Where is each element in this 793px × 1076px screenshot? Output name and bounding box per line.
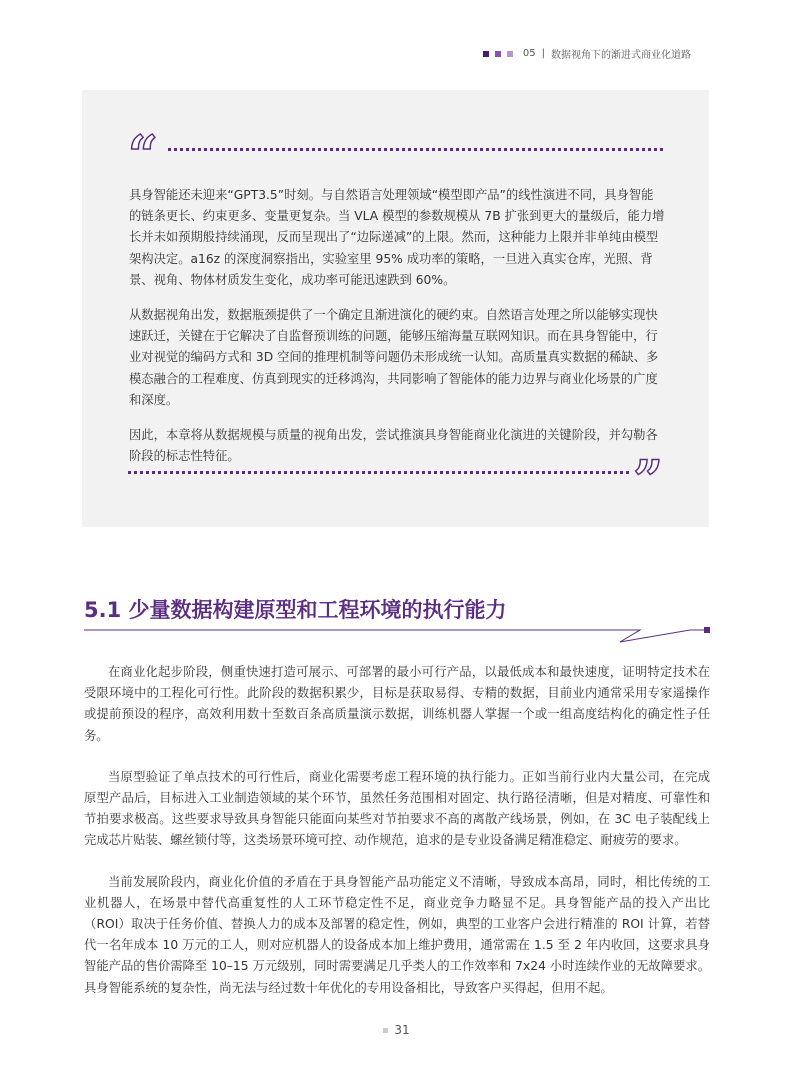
header-separator: | bbox=[541, 48, 545, 59]
section-body bbox=[84, 662, 710, 1019]
header-square-dark bbox=[483, 51, 489, 57]
quote-top-divider bbox=[168, 148, 663, 151]
chapter-title: 数据视角下的渐进式商业化道路 bbox=[551, 50, 691, 61]
body-paragraph-1: 在商业化起步阶段，侧重快速打造可展示、可部署的最小可行产品，以最低成本和最快速度，证明特定技术在受限环境中的工程化可行性。此阶段的数据积累少，目标是获取易得、专精的数据，目前业内通常采用专家遥操作或提前预设的程序，高效利用数十至数百条高质量演示数据，训练机器人掌握一个或一组高度结构化的确定性子任务。 bbox=[84, 665, 710, 743]
page-number bbox=[0, 1023, 793, 1037]
body-paragraph-3: 当前发展阶段内，商业化价值的矛盾在于具身智能产品功能定义不清晰，导致成本高昂，同时，相比传统的工业机器人，在场景中替代高重复性的人工环节稳定性不足，商业竞争力略显不足。具身智能产品的投入产出比（ROI）取决于任务价值、替换人力的成本及部署的稳定性，例如，典型的工业客户会进行精准的 ROI 计算，若替代一名年成本 10 万元的工人，则对应机器人的设备成本加上维护费用，通常需在 1.5 至 2 年内收回，这要求具身智能产品的售价需降至 10–15 万元级别，同时需要满足几乎类人的工作效率和 7x24 小时连续作业的无故障要求。具身智能系统的复杂性，尚无法与经过数十年优化的专用设备相比，导致客户买得起，但用不起。 bbox=[84, 874, 710, 995]
header-square-light bbox=[507, 51, 513, 57]
section-title-underline bbox=[84, 624, 712, 644]
page-number-marker bbox=[383, 1028, 388, 1033]
quote-bottom-divider bbox=[128, 471, 629, 474]
body-paragraph-2: 当原型验证了单点技术的可行性后，商业化需要考虑工程环境的执行能力。正如当前行业内大量公司，在完成原型产品后，目标进入工业制造领域的某个环节，虽然任务范围相对固定、执行路径清晰，但是对精度、可靠性和节拍要求极高。这些要求导致具身智能只能面向某些对节拍要求不高的离散产线场景，例如，在 3C 电子装配线上完成芯片贴装、螺丝锁付等，这类场景环境可控、动作规范，追求的是专业设备满足精准稳定、耐疲劳的要求。 bbox=[84, 769, 710, 848]
running-header bbox=[483, 46, 691, 61]
section-title: 5.1 少量数据构建原型和工程环境的执行能力 bbox=[84, 598, 507, 622]
quote-paragraph-1: 具身智能还未迎来“GPT3.5”时刻。与自然语言处理领域“模型即产品”的线性演进不同，具身智能的链条更长、约束更多、变量更复杂。当 VLA 模型的参数规模从 7B 扩张到更大的量级后，能力增长并未如预期般持续涌现，反而呈现出了“边际递减”的上限。然而，这种能力上限并非单纯由模型架构决定。a16z 的深度洞察指出，实验室里 95% 成功率的策略，一旦进入真实仓库，光照、背景、视角、物体材质发生变化，成功率可能迅速跌到 60%。 bbox=[129, 188, 665, 287]
quote-text bbox=[129, 185, 665, 481]
close-quote-icon: ” bbox=[633, 450, 663, 511]
quote-paragraph-2: 从数据视角出发，数据瓶颈提供了一个确定且渐进演化的硬约束。自然语言处理之所以能够实现快速跃迁，关键在于它解决了自监督预训练的问题，能够压缩海量互联网知识。而在具身智能中，行业对视觉的编码方式和 3D 空间的推理机制等问题仍未形成统一认知。高质量真实数据的稀缺、多模态融合的工程难度、仿真到现实的迁移鸿沟，共同影响了智能体的能力边界与商业化场景的广度和深度。 bbox=[129, 308, 659, 407]
quote-paragraph-3: 因此，本章将从数据规模与质量的视角出发，尝试推演具身智能商业化演进的关键阶段，并勾勒各阶段的标志性特征。 bbox=[129, 428, 658, 464]
header-square-mid bbox=[495, 51, 501, 57]
chapter-number: 05 bbox=[522, 48, 536, 59]
quote-box bbox=[82, 90, 709, 527]
page-number-text: 31 bbox=[394, 1023, 410, 1037]
open-quote-icon: “ bbox=[128, 125, 158, 186]
